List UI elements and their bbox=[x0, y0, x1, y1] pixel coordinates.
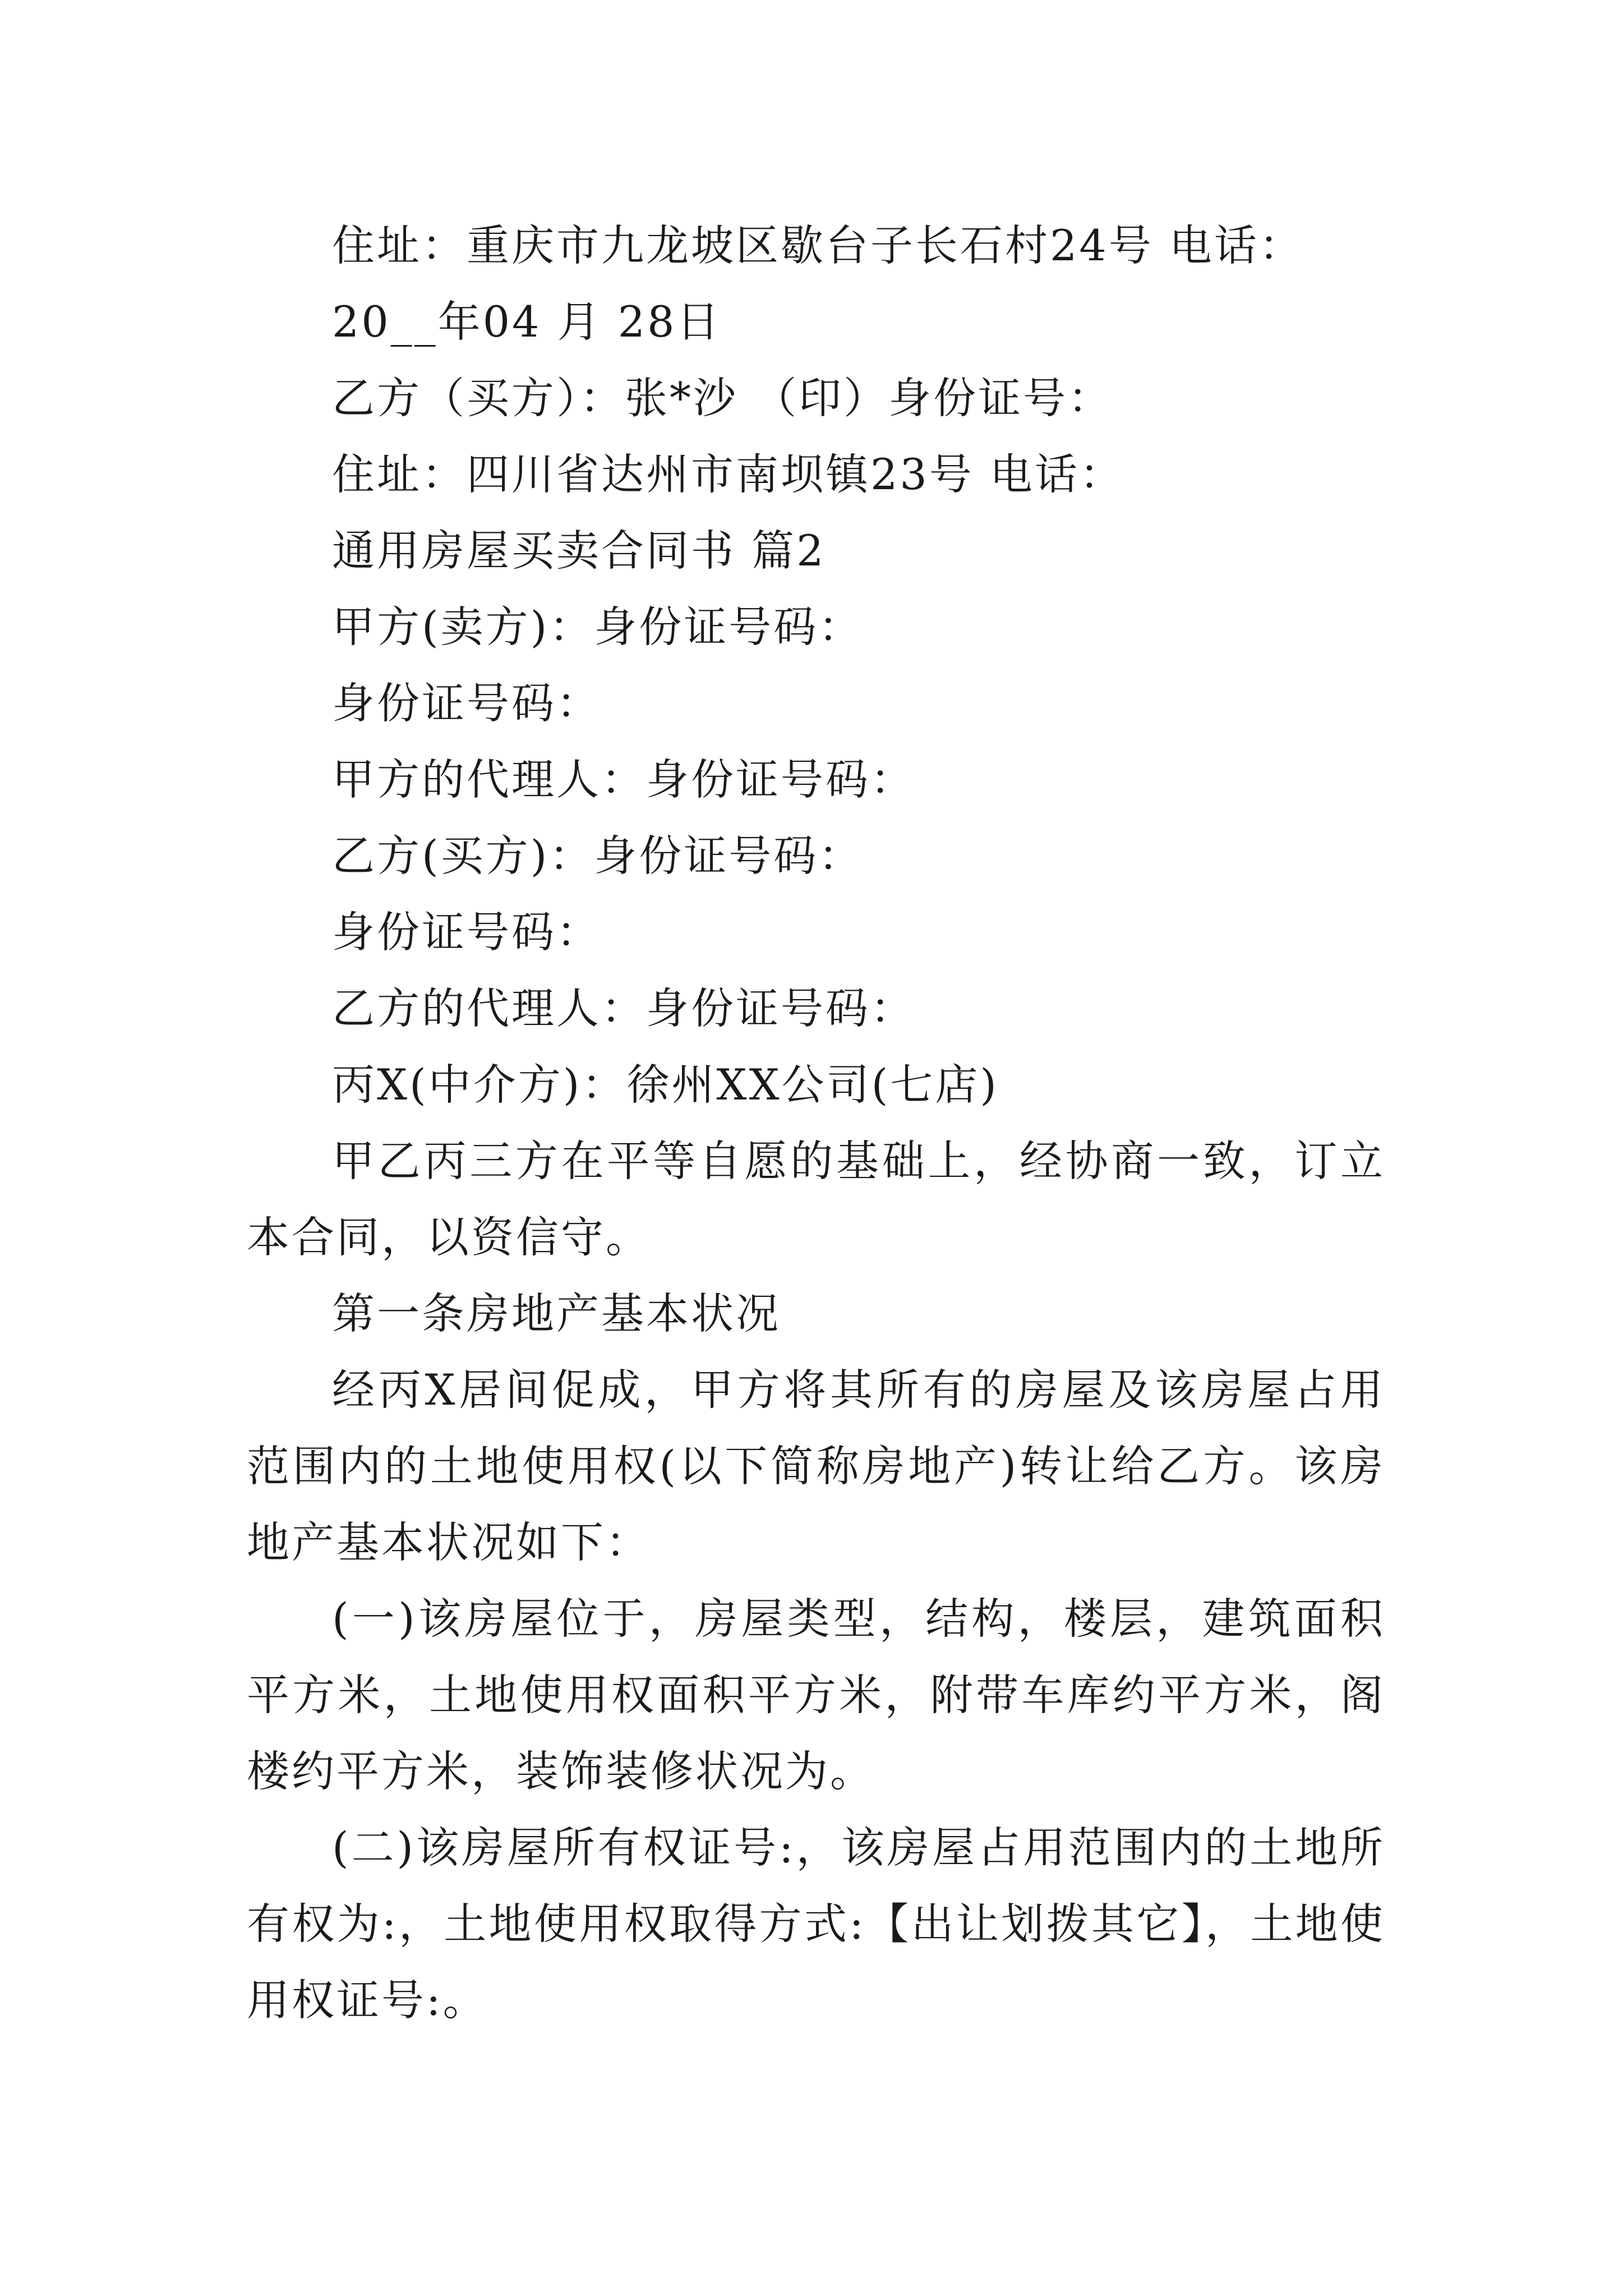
party-c-line: 丙X(中介方)：徐州XX公司(七店) bbox=[332, 1060, 999, 1110]
buyer-address-line: 住址：四川省达州市南坝镇23号 电话： bbox=[332, 449, 1124, 499]
party-b-id-line: 身份证号码： bbox=[332, 907, 601, 957]
article-one-heading: 第一条房地产基本状况 bbox=[332, 1289, 781, 1338]
article-one-item-2: (二)该房屋所有权证号:，该房屋占用范围内的土地所有权为:，土地使用权取得方式:【出让划拨其它】，土地使用权证号:。 bbox=[247, 1823, 1385, 2025]
contract-title: 通用房屋买卖合同书 篇2 bbox=[332, 526, 826, 576]
party-a-id-line: 身份证号码： bbox=[332, 678, 601, 728]
buyer-line: 乙方（买方）：张*沙 （印）身份证号： bbox=[332, 373, 1113, 423]
party-a-line: 甲方(卖方)：身份证号码： bbox=[332, 602, 864, 652]
party-b-agent-line: 乙方的代理人：身份证号码： bbox=[332, 983, 915, 1033]
party-a-agent-line: 甲方的代理人：身份证号码： bbox=[332, 754, 915, 804]
party-b-line: 乙方(买方)：身份证号码： bbox=[332, 831, 864, 881]
document-body bbox=[247, 208, 1385, 2039]
agreement-paragraph: 甲乙丙三方在平等自愿的基础上，经协商一致，订立本合同，以资信守。 bbox=[247, 1136, 1385, 1262]
article-one-intro: 经丙X居间促成，甲方将其所有的房屋及该房屋占用范围内的土地使用权(以下简称房地产)转让给乙方。该房地产基本状况如下： bbox=[247, 1365, 1385, 1567]
seller-address-line: 住址：重庆市九龙坡区歇台子长石村24号 电话： bbox=[332, 220, 1304, 270]
date-line: 20__年04 月 28日 bbox=[332, 297, 722, 347]
article-one-item-1: (一)该房屋位于，房屋类型，结构，楼层，建筑面积平方米，土地使用权面积平方米，附带车库约平方米，阁楼约平方米，装饰装修状况为。 bbox=[247, 1594, 1385, 1796]
